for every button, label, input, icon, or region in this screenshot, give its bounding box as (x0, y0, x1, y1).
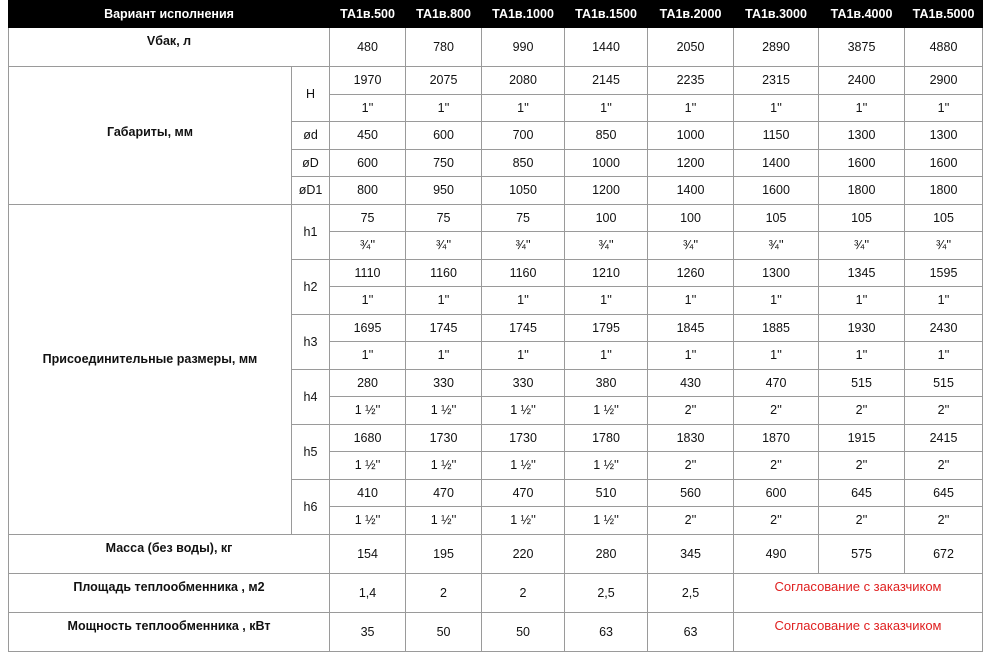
connection-thread: 2'' (819, 452, 905, 480)
dimension-value: 2400 (819, 67, 905, 95)
dimension-value: 750 (406, 149, 482, 177)
connection-value: 2415 (905, 424, 983, 452)
connection-value: 1915 (819, 424, 905, 452)
connection-value: 1845 (648, 314, 734, 342)
connection-value: 470 (734, 369, 819, 397)
connection-value: 1695 (330, 314, 406, 342)
connection-thread: 2'' (734, 397, 819, 425)
model-header: ТА1в.5000 (905, 1, 983, 28)
model-header: ТА1в.500 (330, 1, 406, 28)
mass-value: 154 (330, 534, 406, 573)
variant-header: Вариант исполнения (9, 1, 330, 28)
connection-thread: 2'' (905, 397, 983, 425)
connections-section (9, 204, 983, 534)
mass-value: 195 (406, 534, 482, 573)
exchanger-area-value: 2 (406, 573, 482, 612)
dimension-value: 1050 (482, 177, 565, 205)
exchanger-power-value: 63 (565, 612, 648, 651)
connection-value: 105 (905, 204, 983, 232)
dimension-value: 600 (406, 122, 482, 150)
dimension-value: 2080 (482, 67, 565, 95)
connection-thread: 1 ½'' (330, 507, 406, 535)
connection-value: 105 (734, 204, 819, 232)
connection-sub-label: h5 (292, 424, 330, 479)
connection-thread: 1 ½'' (406, 397, 482, 425)
dimension-sub-label: øD (292, 149, 330, 177)
dimension-value: 2075 (406, 67, 482, 95)
connection-thread: ¾'' (905, 232, 983, 260)
dimension-sub-label: H (292, 67, 330, 122)
mass-value: 490 (734, 534, 819, 573)
model-header: ТА1в.2000 (648, 1, 734, 28)
connection-thread: 1 ½'' (482, 397, 565, 425)
mass-value: 280 (565, 534, 648, 573)
dimension-value: 950 (406, 177, 482, 205)
connection-value: 1795 (565, 314, 648, 342)
volume-label: Vбак, л (9, 28, 330, 67)
connection-value: 75 (482, 204, 565, 232)
connection-value: 330 (406, 369, 482, 397)
connection-thread: 1'' (330, 342, 406, 370)
volume-value: 4880 (905, 28, 983, 67)
connection-thread: ¾'' (406, 232, 482, 260)
connection-value: 1780 (565, 424, 648, 452)
dimension-value: 1970 (330, 67, 406, 95)
dimension-thread: 1'' (406, 94, 482, 122)
connection-thread: 1 ½'' (482, 507, 565, 535)
connection-thread: 1'' (565, 342, 648, 370)
connection-thread: 1'' (905, 342, 983, 370)
connection-value: 1870 (734, 424, 819, 452)
connection-thread: 2'' (819, 397, 905, 425)
connection-thread: 1'' (648, 342, 734, 370)
model-header: ТА1в.1500 (565, 1, 648, 28)
connection-thread: ¾'' (648, 232, 734, 260)
dimension-sub-label: ød (292, 122, 330, 150)
connection-value: 1830 (648, 424, 734, 452)
dimension-value: 850 (482, 149, 565, 177)
connection-thread: ¾'' (330, 232, 406, 260)
connection-thread: 1 ½'' (330, 397, 406, 425)
model-header: ТА1в.3000 (734, 1, 819, 28)
dimension-value: 1300 (819, 122, 905, 150)
dimension-value: 1800 (819, 177, 905, 205)
connection-value: 330 (482, 369, 565, 397)
mass-label: Масса (без воды), кг (9, 534, 330, 573)
connections-label: Присоединительные размеры, мм (9, 204, 292, 534)
connection-value: 430 (648, 369, 734, 397)
model-header: ТА1в.4000 (819, 1, 905, 28)
dimension-value: 850 (565, 122, 648, 150)
connection-value: 100 (565, 204, 648, 232)
dimension-value: 1200 (648, 149, 734, 177)
exchanger-area-value: 2,5 (648, 573, 734, 612)
dimension-thread: 1'' (819, 94, 905, 122)
dimension-thread: 1'' (565, 94, 648, 122)
connection-value: 100 (648, 204, 734, 232)
connection-sub-label: h6 (292, 479, 330, 534)
connection-thread: 1 ½'' (565, 397, 648, 425)
exchanger-power-label: Мощность теплообменника , кВт (9, 612, 330, 651)
connection-value: 1160 (482, 259, 565, 287)
connection-value: 1210 (565, 259, 648, 287)
exchanger-power-value: 63 (648, 612, 734, 651)
dimension-value: 800 (330, 177, 406, 205)
connection-value: 1730 (482, 424, 565, 452)
connection-value: 1595 (905, 259, 983, 287)
dimension-value: 1600 (905, 149, 983, 177)
connection-thread: 1 ½'' (565, 507, 648, 535)
dimension-value: 2145 (565, 67, 648, 95)
connection-value: 1260 (648, 259, 734, 287)
connection-thread: 1'' (406, 342, 482, 370)
connection-thread: 1'' (648, 287, 734, 315)
dimension-value: 450 (330, 122, 406, 150)
connection-thread: 2'' (648, 452, 734, 480)
connection-value: 560 (648, 479, 734, 507)
connection-sub-label: h2 (292, 259, 330, 314)
connection-value: 75 (406, 204, 482, 232)
dimension-value: 1600 (819, 149, 905, 177)
connection-value: 515 (905, 369, 983, 397)
exchanger-power-value: 50 (406, 612, 482, 651)
connection-thread: ¾'' (734, 232, 819, 260)
dimension-value: 1400 (648, 177, 734, 205)
connection-sub-label: h4 (292, 369, 330, 424)
exchanger-area-value: 2,5 (565, 573, 648, 612)
dimension-value: 2315 (734, 67, 819, 95)
connection-value: 410 (330, 479, 406, 507)
dimension-value: 700 (482, 122, 565, 150)
connection-value: 600 (734, 479, 819, 507)
volume-value: 2050 (648, 28, 734, 67)
connection-thread: 1'' (819, 342, 905, 370)
connection-value: 470 (406, 479, 482, 507)
connection-value: 515 (819, 369, 905, 397)
connection-value: 1745 (406, 314, 482, 342)
dimension-value: 1800 (905, 177, 983, 205)
connection-thread: 1 ½'' (406, 452, 482, 480)
connection-thread: 2'' (905, 507, 983, 535)
connection-value: 280 (330, 369, 406, 397)
volume-value: 1440 (565, 28, 648, 67)
exchanger-area-row (9, 573, 983, 612)
connection-sub-label: h3 (292, 314, 330, 369)
dimension-value: 1200 (565, 177, 648, 205)
exchanger-area-value: 1,4 (330, 573, 406, 612)
dimension-value: 1400 (734, 149, 819, 177)
connection-thread: 1'' (406, 287, 482, 315)
mass-value: 220 (482, 534, 565, 573)
volume-value: 2890 (734, 28, 819, 67)
dimension-thread: 1'' (905, 94, 983, 122)
exchanger-area-value: 2 (482, 573, 565, 612)
connection-value: 1110 (330, 259, 406, 287)
dimension-sub-label: øD1 (292, 177, 330, 205)
connection-thread: 2'' (905, 452, 983, 480)
dimension-value: 1150 (734, 122, 819, 150)
exchanger-power-row (9, 612, 983, 651)
connection-thread: 1'' (482, 342, 565, 370)
dimension-value: 2235 (648, 67, 734, 95)
dimension-thread: 1'' (648, 94, 734, 122)
connection-value: 1345 (819, 259, 905, 287)
connection-value: 1300 (734, 259, 819, 287)
connection-thread: 2'' (819, 507, 905, 535)
connection-thread: ¾'' (482, 232, 565, 260)
exchanger-area-label: Площадь теплообменника , м2 (9, 573, 330, 612)
dimension-value: 1000 (565, 149, 648, 177)
spec-table (8, 0, 983, 652)
exchanger-power-value: 35 (330, 612, 406, 651)
connection-value: 1160 (406, 259, 482, 287)
dimension-value: 2900 (905, 67, 983, 95)
connection-value: 645 (905, 479, 983, 507)
header-row (9, 1, 983, 28)
connection-thread: 2'' (648, 507, 734, 535)
connection-thread: 1 ½'' (482, 452, 565, 480)
connection-value: 1745 (482, 314, 565, 342)
dimension-thread: 1'' (330, 94, 406, 122)
volume-value: 3875 (819, 28, 905, 67)
connection-thread: 2'' (648, 397, 734, 425)
connection-sub-label: h1 (292, 204, 330, 259)
connection-value: 1885 (734, 314, 819, 342)
dimensions-label: Габариты, мм (9, 67, 292, 205)
connection-thread: ¾'' (819, 232, 905, 260)
connection-thread: 1'' (819, 287, 905, 315)
connection-value: 75 (330, 204, 406, 232)
mass-value: 672 (905, 534, 983, 573)
exchanger-power-note: Согласование с заказчиком (734, 612, 983, 651)
connection-value: 645 (819, 479, 905, 507)
connection-thread: 2'' (734, 507, 819, 535)
connection-value: 380 (565, 369, 648, 397)
connection-thread: 1'' (565, 287, 648, 315)
volume-value: 990 (482, 28, 565, 67)
connection-thread: 1'' (330, 287, 406, 315)
connection-value: 2430 (905, 314, 983, 342)
dimension-value: 1000 (648, 122, 734, 150)
dimension-thread: 1'' (482, 94, 565, 122)
mass-value: 345 (648, 534, 734, 573)
connection-thread: 1 ½'' (330, 452, 406, 480)
connection-thread: ¾'' (565, 232, 648, 260)
volume-row (9, 28, 983, 67)
dimension-value: 1600 (734, 177, 819, 205)
connection-value: 105 (819, 204, 905, 232)
connection-value: 1680 (330, 424, 406, 452)
mass-row (9, 534, 983, 573)
connection-value: 1930 (819, 314, 905, 342)
model-header: ТА1в.800 (406, 1, 482, 28)
model-header: ТА1в.1000 (482, 1, 565, 28)
volume-value: 780 (406, 28, 482, 67)
exchanger-power-value: 50 (482, 612, 565, 651)
connection-thread: 1 ½'' (406, 507, 482, 535)
dimension-row (9, 67, 983, 95)
mass-value: 575 (819, 534, 905, 573)
exchanger-area-note: Согласование с заказчиком (734, 573, 983, 612)
connection-value: 470 (482, 479, 565, 507)
dimension-value: 1300 (905, 122, 983, 150)
connection-thread: 1'' (734, 342, 819, 370)
connection-thread: 2'' (734, 452, 819, 480)
connection-thread: 1'' (905, 287, 983, 315)
dimension-value: 600 (330, 149, 406, 177)
connection-row (9, 204, 983, 232)
connection-thread: 1'' (482, 287, 565, 315)
connection-value: 510 (565, 479, 648, 507)
connection-thread: 1'' (734, 287, 819, 315)
volume-value: 480 (330, 28, 406, 67)
dimension-thread: 1'' (734, 94, 819, 122)
connection-value: 1730 (406, 424, 482, 452)
connection-thread: 1 ½'' (565, 452, 648, 480)
